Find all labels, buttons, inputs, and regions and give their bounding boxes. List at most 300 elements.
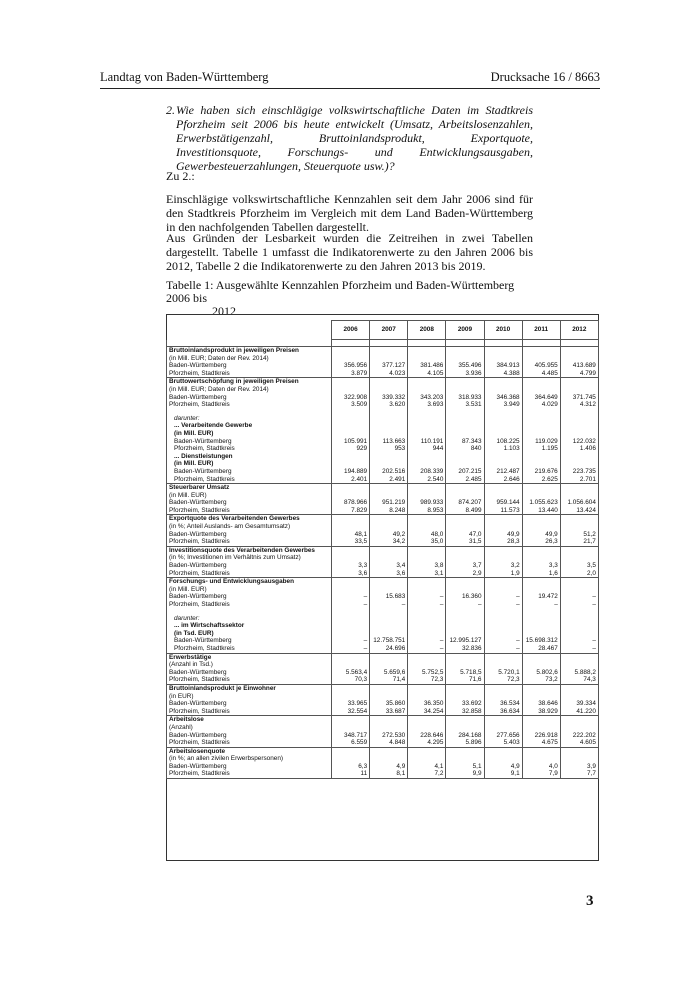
row-label: (Anzahl in Tsd.) [167,661,332,669]
value-cell [522,622,560,630]
value-cell: 2.646 [484,476,522,484]
value-cell: 28,3 [484,538,522,546]
row-label: Baden-Württemberg [167,362,332,370]
table-row [167,732,599,740]
value-cell [446,523,484,531]
table-row [167,645,599,653]
value-cell [484,653,522,661]
value-cell: 346.368 [484,394,522,402]
value-cell: 48,0 [408,531,446,539]
value-cell [408,554,446,562]
value-cell: 2.401 [332,476,370,484]
value-cell [522,355,560,363]
value-cell [522,693,560,701]
value-cell [522,747,560,755]
value-cell: 4,9 [370,763,408,771]
row-label: Forschungs- und Entwicklungsausgaben [167,578,332,586]
value-cell [484,578,522,586]
value-cell [484,378,522,386]
row-label: Pforzheim, Stadtkreis [167,601,332,609]
value-cell [484,755,522,763]
value-cell [332,355,370,363]
value-cell: 208.339 [408,468,446,476]
value-cell: 2.491 [370,476,408,484]
value-cell: – [560,637,598,645]
table-section-row [167,716,599,724]
value-cell [446,693,484,701]
row-label: (in %; Investitionen im Verhältnis zum Umsatz) [167,554,332,562]
value-cell [560,724,598,732]
value-cell: – [408,601,446,609]
value-cell [408,484,446,492]
table-section-row [167,515,599,523]
row-label: Pforzheim, Stadtkreis [167,676,332,684]
value-cell: 122.032 [560,438,598,446]
value-cell: 70,3 [332,676,370,684]
value-cell: 4.029 [522,401,560,409]
row-label: ... Verarbeitende Gewerbe [167,422,332,430]
value-cell: – [484,593,522,601]
value-cell [522,755,560,763]
row-label: (in Mill. EUR; Daten der Rev. 2014) [167,386,332,394]
table-header-row [167,321,599,340]
value-cell [484,693,522,701]
table-row [167,630,599,638]
value-cell: 71,4 [370,676,408,684]
value-cell [522,460,560,468]
value-cell: 15.683 [370,593,408,601]
value-cell [484,622,522,630]
value-cell: 3,7 [446,562,484,570]
value-cell [446,578,484,586]
value-cell: 2.485 [446,476,484,484]
value-cell [370,378,408,386]
value-cell: 48,1 [332,531,370,539]
row-label: Bruttoinlandsprodukt in jeweiligen Preisen [167,347,332,355]
value-cell [560,693,598,701]
value-cell [522,653,560,661]
value-cell [522,523,560,531]
value-cell [484,615,522,623]
value-cell [408,415,446,423]
value-cell [332,661,370,669]
value-cell [560,523,598,531]
value-cell: 3,5 [560,562,598,570]
value-cell: 5.896 [446,739,484,747]
value-cell: 953 [370,445,408,453]
value-cell [370,684,408,692]
value-cell [332,415,370,423]
table-corner [167,321,332,340]
value-cell: 228.646 [408,732,446,740]
value-cell: 21,7 [560,538,598,546]
value-cell [484,515,522,523]
value-cell [332,747,370,755]
value-cell: 989.933 [408,499,446,507]
value-cell: 3,3 [522,562,560,570]
value-cell: 4.485 [522,370,560,378]
value-cell [560,586,598,594]
value-cell: 13.424 [560,507,598,515]
value-cell [560,484,598,492]
value-cell [560,422,598,430]
value-cell [522,630,560,638]
value-cell [484,453,522,461]
value-cell [446,347,484,355]
value-cell: 1,6 [522,570,560,578]
row-label: Pforzheim, Stadtkreis [167,445,332,453]
value-cell [560,684,598,692]
value-cell: 5.659,6 [370,669,408,677]
value-cell: 840 [446,445,484,453]
value-cell: 4.312 [560,401,598,409]
value-cell: 1.195 [522,445,560,453]
value-cell [522,453,560,461]
value-cell [370,415,408,423]
value-cell [370,386,408,394]
value-cell [332,386,370,394]
value-cell: – [484,601,522,609]
row-label: Pforzheim, Stadtkreis [167,739,332,747]
value-cell: 33.692 [446,700,484,708]
value-cell: 105.991 [332,438,370,446]
value-cell [332,653,370,661]
value-cell [408,355,446,363]
value-cell [408,684,446,692]
value-cell: 1.056.604 [560,499,598,507]
value-cell: 41.220 [560,708,598,716]
value-cell [522,661,560,669]
value-cell: 34,2 [370,538,408,546]
value-cell [484,724,522,732]
value-cell: 5.752,5 [408,669,446,677]
table-row [167,422,599,430]
row-label: darunter: [167,615,332,623]
value-cell: 38.646 [522,700,560,708]
row-label: (in Tsd. EUR) [167,630,332,638]
year-header: 2008 [408,321,446,340]
value-cell [408,747,446,755]
value-cell: 874.207 [446,499,484,507]
row-label: (in Mill. EUR) [167,492,332,500]
table-row [167,538,599,546]
value-cell [332,578,370,586]
value-cell: 35.860 [370,700,408,708]
value-cell: 7,9 [522,770,560,778]
value-cell [522,422,560,430]
value-cell [560,355,598,363]
value-cell: 26,3 [522,538,560,546]
value-cell: 6.559 [332,739,370,747]
row-label: (Anzahl) [167,724,332,732]
value-cell: – [522,601,560,609]
value-cell: 343.203 [408,394,446,402]
value-cell [446,716,484,724]
row-label: Baden-Württemberg [167,468,332,476]
header-institution: Landtag von Baden-Württemberg [100,70,269,84]
value-cell [408,630,446,638]
table-row [167,693,599,701]
value-cell [370,693,408,701]
value-cell [370,554,408,562]
value-cell: 5.563,4 [332,669,370,677]
value-cell: 7.829 [332,507,370,515]
value-cell [522,515,560,523]
value-cell [408,546,446,554]
table-row [167,370,599,378]
indicator-table [166,320,599,779]
value-cell [522,484,560,492]
table-row [167,453,599,461]
value-cell: 7,7 [560,770,598,778]
value-cell [560,716,598,724]
value-cell: 24.696 [370,645,408,653]
row-label: Pforzheim, Stadtkreis [167,401,332,409]
value-cell [560,460,598,468]
row-label: Baden-Württemberg [167,669,332,677]
value-cell [332,693,370,701]
value-cell [522,378,560,386]
value-cell: 36.634 [484,708,522,716]
value-cell [560,661,598,669]
value-cell: 2,0 [560,570,598,578]
value-cell: 8,1 [370,770,408,778]
value-cell: 2.625 [522,476,560,484]
row-label: Baden-Württemberg [167,562,332,570]
value-cell: 34.254 [408,708,446,716]
row-label: Bruttowertschöpfung in jeweiligen Preisen [167,378,332,386]
value-cell [370,653,408,661]
row-label: (in Mill. EUR) [167,430,332,438]
value-cell: 3,6 [332,570,370,578]
value-cell: 4.605 [560,739,598,747]
value-cell [370,630,408,638]
value-cell: – [332,645,370,653]
value-cell [446,415,484,423]
table-row [167,386,599,394]
row-label: Baden-Württemberg [167,394,332,402]
value-cell [332,523,370,531]
value-cell [522,415,560,423]
value-cell [522,492,560,500]
table-section-row [167,653,599,661]
row-label: Investitionsquote des Verarbeitenden Gewerbes [167,546,332,554]
value-cell: 878.966 [332,499,370,507]
value-cell: 3.949 [484,401,522,409]
value-cell: 2.701 [560,476,598,484]
value-cell: 4,9 [484,763,522,771]
row-label: Arbeitslosenquote [167,747,332,755]
value-cell [446,546,484,554]
value-cell [522,578,560,586]
value-cell: 272.530 [370,732,408,740]
value-cell [484,523,522,531]
value-cell [408,716,446,724]
value-cell [560,546,598,554]
value-cell [560,747,598,755]
value-cell: 194.889 [332,468,370,476]
value-cell [408,661,446,669]
value-cell [332,453,370,461]
value-cell: 3.693 [408,401,446,409]
value-cell: – [560,593,598,601]
value-cell [332,484,370,492]
header-rule [100,88,600,89]
value-cell: 49,9 [484,531,522,539]
value-cell: – [560,601,598,609]
value-cell [370,460,408,468]
value-cell: 318.933 [446,394,484,402]
row-label: Exportquote des Verarbeitenden Gewerbes [167,515,332,523]
value-cell: 38.929 [522,708,560,716]
row-label: Baden-Württemberg [167,438,332,446]
value-cell: 47,0 [446,531,484,539]
value-cell [332,755,370,763]
table-row [167,676,599,684]
row-label: Erwerbstätige [167,653,332,661]
value-cell [484,747,522,755]
table-row [167,615,599,623]
value-cell [370,661,408,669]
value-cell: 4.105 [408,370,446,378]
value-cell [370,724,408,732]
table-row [167,562,599,570]
value-cell: 119.029 [522,438,560,446]
value-cell: 9,1 [484,770,522,778]
value-cell [446,453,484,461]
value-cell: 284.168 [446,732,484,740]
value-cell: 951.219 [370,499,408,507]
value-cell: 74,3 [560,676,598,684]
table-section-row [167,347,599,355]
value-cell [370,484,408,492]
row-label: Pforzheim, Stadtkreis [167,770,332,778]
value-cell [522,615,560,623]
table-row [167,570,599,578]
value-cell: 377.127 [370,362,408,370]
value-cell [446,422,484,430]
value-cell [408,430,446,438]
table-row [167,476,599,484]
table-row [167,661,599,669]
value-cell [446,630,484,638]
row-label: Pforzheim, Stadtkreis [167,538,332,546]
value-cell [370,586,408,594]
row-label: Baden-Württemberg [167,499,332,507]
value-cell [560,347,598,355]
row-label: (in EUR) [167,693,332,701]
value-cell [370,755,408,763]
value-cell [446,684,484,692]
year-header: 2011 [522,321,560,340]
value-cell [408,378,446,386]
value-cell: 339.332 [370,394,408,402]
value-cell [408,724,446,732]
value-cell [484,492,522,500]
value-cell: 71,6 [446,676,484,684]
table-row [167,637,599,645]
value-cell: 3,4 [370,562,408,570]
value-cell: 355.496 [446,362,484,370]
value-cell [370,622,408,630]
value-cell: 405.955 [522,362,560,370]
value-cell: 4.675 [522,739,560,747]
value-cell: 4,0 [522,763,560,771]
value-cell [370,355,408,363]
row-label: Baden-Württemberg [167,531,332,539]
value-cell: 31,5 [446,538,484,546]
value-cell [332,716,370,724]
value-cell: 36.350 [408,700,446,708]
row-label: (in Mill. EUR) [167,586,332,594]
value-cell: 35,0 [408,538,446,546]
row-label: Baden-Württemberg [167,700,332,708]
value-cell: 2.540 [408,476,446,484]
value-cell [560,386,598,394]
value-cell [408,347,446,355]
table-row [167,362,599,370]
table-row [167,401,599,409]
value-cell: 381.486 [408,362,446,370]
value-cell [522,684,560,692]
value-cell: – [484,645,522,653]
table-section-row [167,378,599,386]
value-cell [370,422,408,430]
value-cell: 207.215 [446,468,484,476]
value-cell: 212.487 [484,468,522,476]
value-cell: 3,1 [408,570,446,578]
table-row [167,708,599,716]
value-cell: 3,8 [408,562,446,570]
value-cell [332,347,370,355]
table-row [167,438,599,446]
value-cell [408,422,446,430]
value-cell [408,586,446,594]
value-cell [560,430,598,438]
value-cell [484,554,522,562]
value-cell [560,622,598,630]
value-cell: 4.295 [408,739,446,747]
value-cell: 16.360 [446,593,484,601]
value-cell: 1.055.623 [522,499,560,507]
value-cell [408,615,446,623]
year-header: 2006 [332,321,370,340]
value-cell [484,422,522,430]
value-cell: – [446,601,484,609]
value-cell [484,661,522,669]
table-row [167,445,599,453]
value-cell: 5.720,1 [484,669,522,677]
value-cell [370,492,408,500]
value-cell [560,615,598,623]
row-label: Pforzheim, Stadtkreis [167,370,332,378]
value-cell: 364.649 [522,394,560,402]
value-cell [332,515,370,523]
value-cell: 1.103 [484,445,522,453]
table-row [167,622,599,630]
value-cell [408,622,446,630]
value-cell [522,586,560,594]
table-row [167,724,599,732]
value-cell: 5,1 [446,763,484,771]
table-row [167,763,599,771]
value-cell: 959.144 [484,499,522,507]
value-cell: 3,3 [332,562,370,570]
answer-label: Zu 2.: [166,169,195,183]
table-row [167,355,599,363]
value-cell [370,716,408,724]
value-cell [484,415,522,423]
